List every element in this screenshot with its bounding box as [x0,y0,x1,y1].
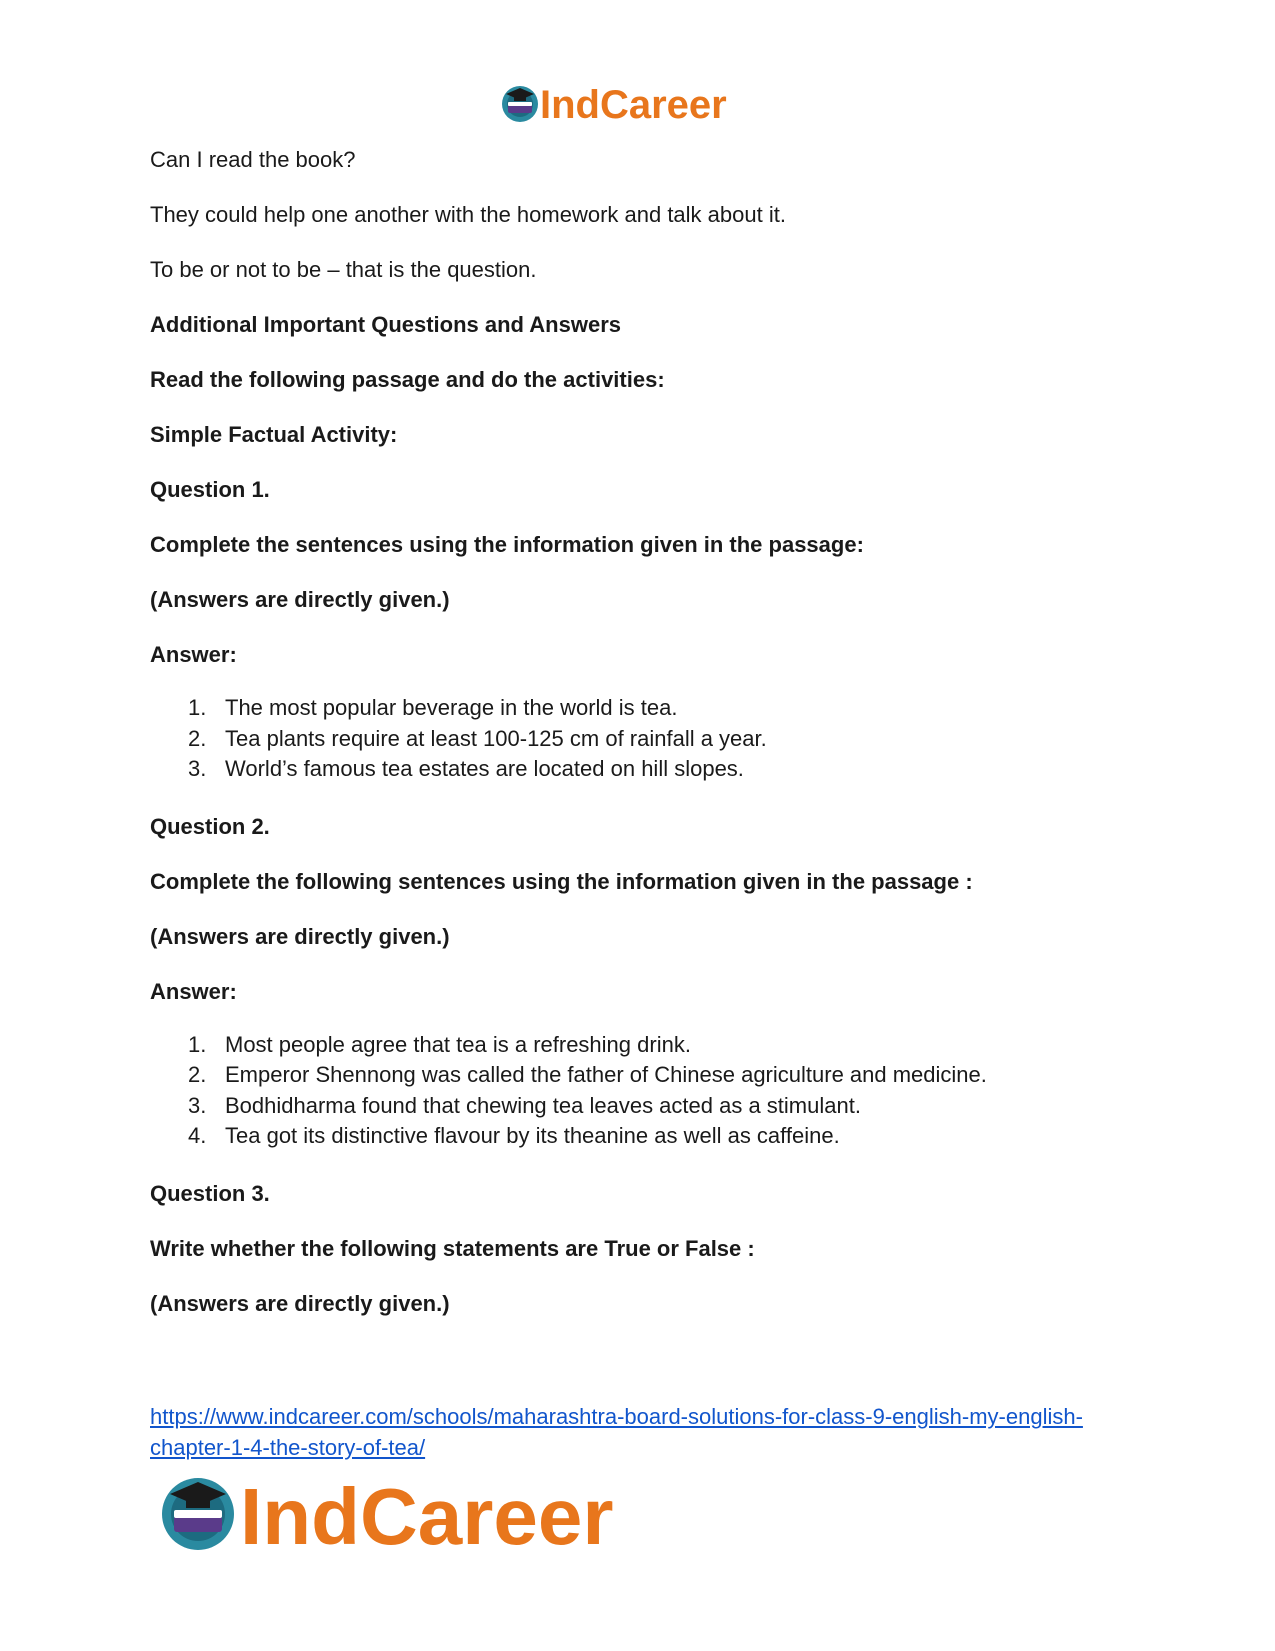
list-item-text: Tea plants require at least 100-125 cm of rainfall a year. [225,725,767,751]
list-item-text: The most popular beverage in the world is tea. [225,695,678,720]
source-link-block [150,1401,1150,1463]
intro-paragraph: To be or not to be – that is the question. [150,257,537,282]
instruction-text: Read the following passage and do the activities: [150,367,665,392]
list-item [150,1091,1160,1122]
question-1-title: Question 1. [150,477,270,502]
list-item [150,724,1160,755]
list-number: 1. [188,1031,207,1057]
list-item [150,1030,1160,1061]
footer-logo [160,1470,720,1554]
list-item-text: Most people agree that tea is a refreshing drink. [225,1031,691,1057]
graduation-book-icon [162,1478,234,1550]
header-logo [500,80,780,126]
list-number: 3. [188,1092,207,1118]
section-heading: Additional Important Questions and Answers [150,312,622,337]
source-link-line-2[interactable]: chapter-1-4-the-story-of-tea/ [150,1435,426,1460]
question-2-answer-list [150,1030,1160,1152]
question-1-prompt: Complete the sentences using the information given in the passage: [150,532,864,557]
source-link-line-1[interactable]: https://www.indcareer.com/schools/maharashtra-board-solutions-for-class-9-english-my-english- [150,1404,1083,1429]
question-1-answer-list [150,693,1160,785]
question-2-prompt: Complete the following sentences using the information given in the passage : [150,868,973,894]
list-number: 4. [188,1123,207,1148]
question-2-title: Question 2. [150,813,270,839]
question-2-answer-label: Answer: [150,978,237,1004]
list-item [150,1121,1160,1152]
intro-paragraph: They could help one another with the homework and talk about it. [150,202,786,227]
question-1-note: (Answers are directly given.) [150,587,450,612]
list-item [150,754,1160,785]
list-item-text: World’s famous tea estates are located on hill slopes. [225,756,744,781]
list-number: 2. [188,1062,207,1087]
list-item-text: Emperor Shennong was called the father of Chinese agriculture and medicine. [225,1062,987,1087]
intro-paragraph: Can I read the book? [150,147,356,172]
list-item-text: Tea got its distinctive flavour by its theanine as well as caffeine. [225,1123,840,1148]
question-1-answer-label: Answer: [150,642,237,667]
graduation-book-icon [502,86,538,122]
logo-wordmark: IndCareer [540,83,727,127]
document-body [150,146,1160,1345]
logo-wordmark: IndCareer [240,1472,614,1554]
question-2-note: (Answers are directly given.) [150,923,450,949]
question-3-note: (Answers are directly given.) [150,1290,450,1316]
question-3-prompt: Write whether the following statements are True or False : [150,1235,755,1261]
activity-heading: Simple Factual Activity: [150,422,398,447]
list-item [150,1060,1160,1091]
list-number: 1. [188,695,207,720]
question-3-title: Question 3. [150,1180,270,1206]
list-item [150,693,1160,724]
list-number: 3. [188,756,207,781]
list-item-text: Bodhidharma found that chewing tea leaves acted as a stimulant. [225,1092,861,1118]
list-number: 2. [188,725,207,751]
